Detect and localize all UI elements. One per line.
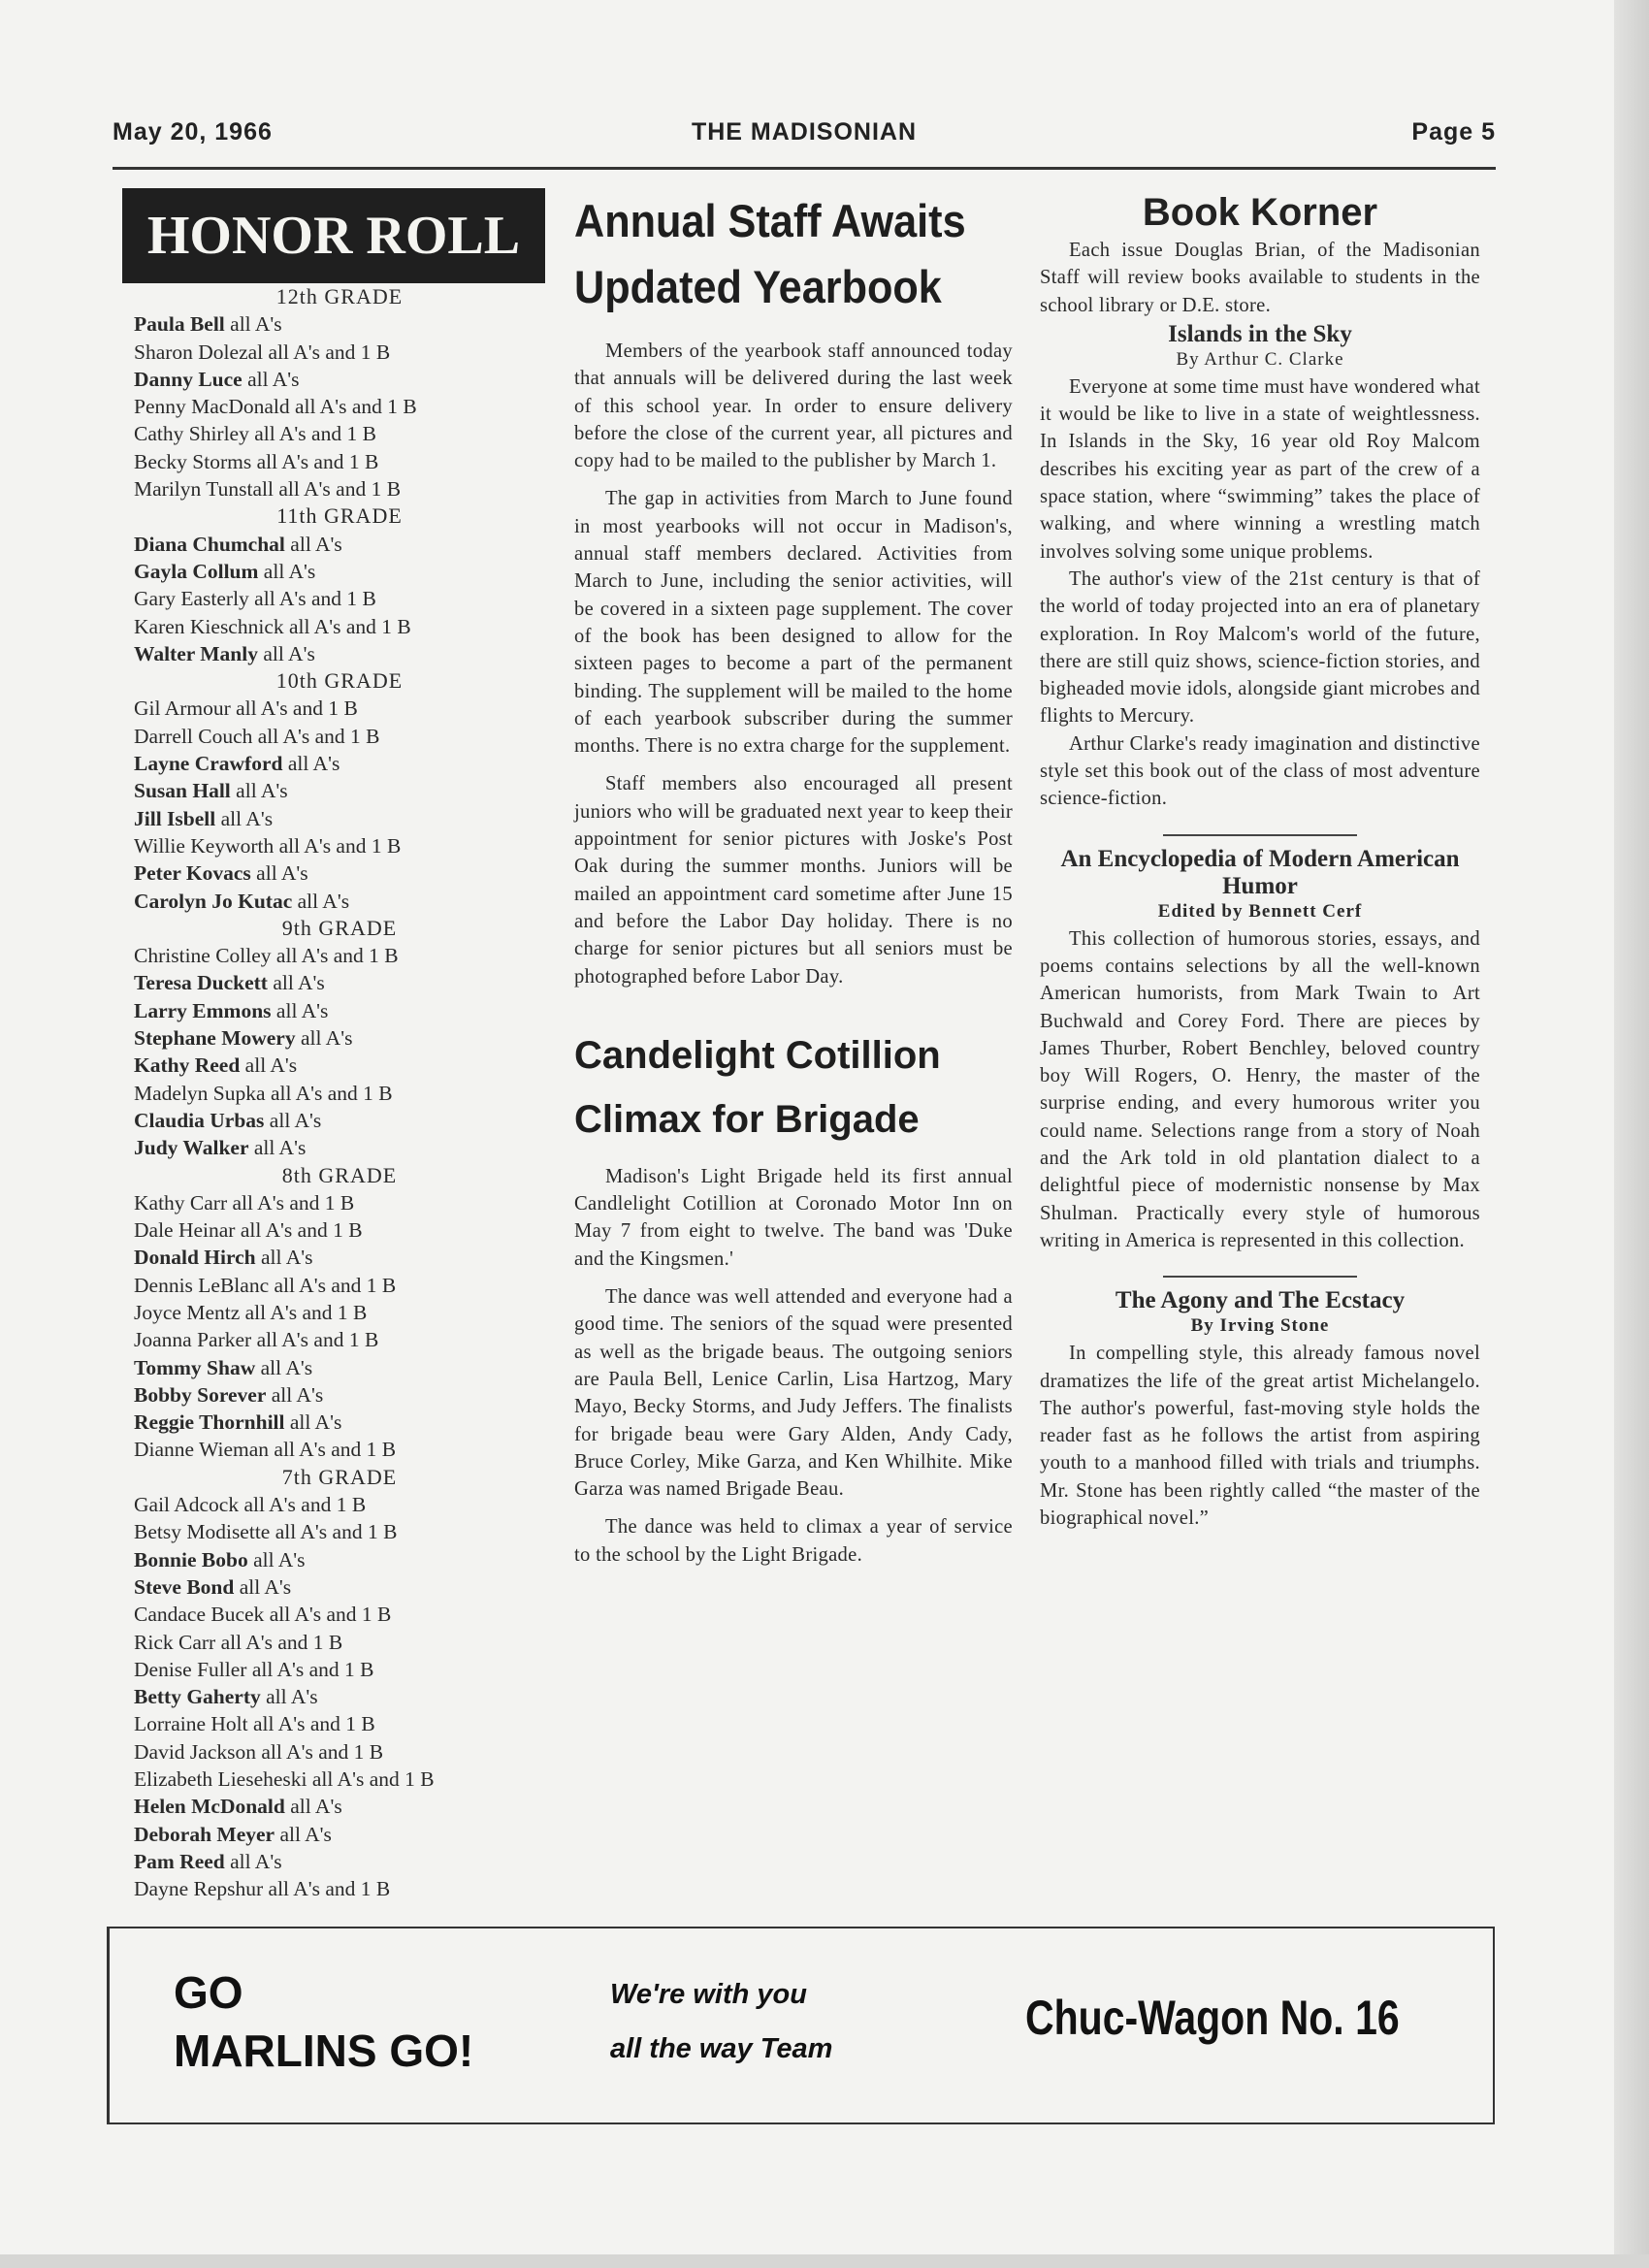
student-name: Dale Heinar — [134, 1218, 236, 1243]
book-author: By Irving Stone — [1190, 1315, 1330, 1337]
student-name: Gil Armour — [134, 697, 231, 721]
page-header — [113, 118, 1496, 153]
header-rule — [113, 167, 1496, 170]
list-item — [122, 1409, 545, 1436]
cotillion-paragraph: Madison's Light Brigade held its first annual Candlelight Cotillion at Coronado Motor Inn on May 7 from eight to twelve. The band was 'Duke and the Kingsmen.' — [574, 1165, 1013, 1270]
student-name: Kathy Carr — [134, 1190, 228, 1215]
student-grades: all A's — [287, 752, 340, 776]
list-item — [122, 888, 545, 915]
yearbook-paragraph: Members of the yearbook staff announced today that annuals will be delivered during the last week of this school year. In order to ensure delivery before the close of the current year, all pictures and copy had to be mailed to the publisher by March 1. — [574, 340, 1013, 472]
ad-sponsor — [1025, 1987, 1481, 2049]
student-name: Cathy Shirley — [134, 422, 249, 446]
list-item — [122, 1381, 545, 1409]
student-name: Gayla Collum — [134, 559, 259, 583]
student-grades: all A's and 1 B — [274, 1273, 397, 1297]
student-grades: all A's — [261, 1246, 313, 1270]
student-grades: all A's — [297, 889, 350, 913]
student-grades: all A's and 1 B — [311, 1767, 435, 1792]
list-item — [122, 1326, 545, 1353]
paper-edge — [1614, 0, 1649, 2268]
student-grades: all A's and 1 B — [253, 1712, 375, 1736]
student-name: Dayne Repshur — [134, 1877, 264, 1901]
yearbook-article — [574, 188, 1013, 990]
cotillion-headline-1: Candelight Cotillion — [574, 1033, 941, 1077]
student-grades: all A's — [273, 971, 325, 995]
list-item — [122, 997, 545, 1024]
review-paragraph: In compelling style, this already famous novel dramatizes the life of the great artist Michelangelo. The author's powerful, fast-moving style holds the reader fast as he follows the artist from aspiring youth to a manhood filled with trials and triumphs. Mr. Stone has been rightly called “the master of the biographical novel.” — [1040, 1343, 1480, 1529]
student-name: Judy Walker — [134, 1136, 249, 1160]
list-item — [122, 1848, 545, 1875]
student-grades: all A's and 1 B — [295, 395, 417, 419]
list-item — [122, 1656, 545, 1683]
student-grades: all A's — [279, 1822, 332, 1846]
list-item — [122, 942, 545, 969]
cotillion-paragraph: The dance was held to climax a year of service to the school by the Light Brigade. — [574, 1516, 1013, 1566]
book-title: The Agony and The Ecstacy — [1115, 1287, 1406, 1314]
ad-slogan — [174, 1963, 473, 2080]
book-review-agony — [1040, 1287, 1480, 1532]
student-grades: all A's — [300, 1026, 353, 1051]
student-name: Pam Reed — [134, 1849, 225, 1873]
grade-heading: 10th GRADE — [275, 668, 404, 694]
list-item — [122, 1793, 545, 1820]
list-item — [122, 1821, 545, 1848]
student-name: Carolyn Jo Kutac — [134, 889, 293, 913]
student-name: Penny MacDonald — [134, 395, 290, 419]
honor-roll-title: HONOR ROLL — [122, 188, 545, 283]
student-grades: all A's and 1 B — [256, 449, 379, 473]
student-grades: all A's — [239, 1574, 292, 1599]
list-item — [122, 1216, 545, 1244]
list-item — [122, 1052, 545, 1079]
cotillion-headline-2: Climax for Brigade — [574, 1097, 920, 1141]
list-item — [122, 1189, 545, 1216]
student-grades: all A's — [289, 1410, 342, 1435]
student-grades: all A's and 1 B — [244, 1300, 368, 1324]
grade-heading: 7th GRADE — [281, 1464, 398, 1489]
student-grades: all A's and 1 B — [268, 1877, 391, 1901]
book-title: An Encyclopedia of Modern American Humor — [1060, 845, 1460, 899]
student-grades: all A's — [263, 641, 315, 665]
list-item — [122, 859, 545, 887]
student-name: Gail Adcock — [134, 1493, 240, 1517]
book-title: Islands in the Sky — [1168, 320, 1352, 347]
list-item — [122, 1436, 545, 1463]
book-review-encyclopedia — [1040, 846, 1480, 1255]
student-name: Gary Easterly — [134, 587, 249, 611]
list-item — [122, 339, 545, 366]
student-name: Deborah Meyer — [134, 1822, 275, 1846]
paper-bottom-edge — [0, 2254, 1649, 2268]
list-item — [122, 777, 545, 804]
ad-message-line-2: all the way Team — [610, 2033, 833, 2064]
student-grades: all A's and 1 B — [254, 422, 376, 446]
yearbook-body — [574, 338, 1013, 990]
list-item — [122, 366, 545, 393]
student-grades: all A's and 1 B — [268, 340, 391, 364]
articles-column — [574, 188, 1013, 1579]
student-grades: all A's and 1 B — [278, 477, 402, 502]
grade-heading: 8th GRADE — [281, 1162, 398, 1187]
student-name: Bonnie Bobo — [134, 1547, 248, 1571]
ad-message — [610, 1967, 832, 2076]
student-name: Susan Hall — [134, 779, 231, 803]
section-divider — [1163, 1276, 1357, 1278]
student-grades: all A's and 1 B — [236, 697, 358, 721]
student-name: Jill Isbell — [134, 806, 216, 830]
student-grades: all A's and 1 B — [261, 1739, 384, 1764]
list-item — [122, 613, 545, 640]
student-name: Larry Emmons — [134, 998, 272, 1022]
list-item — [122, 1710, 545, 1737]
cotillion-article — [574, 1023, 1013, 1569]
student-grades: all A's and 1 B — [257, 724, 380, 748]
student-name: Tommy Shaw — [134, 1355, 256, 1379]
student-name: Dennis LeBlanc — [134, 1273, 270, 1297]
student-name: Peter Kovacs — [134, 861, 251, 886]
list-item — [122, 640, 545, 667]
list-item — [122, 750, 545, 777]
list-item — [122, 1766, 545, 1793]
list-item — [122, 1272, 545, 1299]
list-item — [122, 1491, 545, 1518]
student-grades: all A's and 1 B — [254, 587, 376, 611]
grade-heading: 12th GRADE — [275, 284, 404, 308]
student-grades: all A's — [230, 1849, 282, 1873]
student-grades: all A's and 1 B — [256, 1328, 379, 1352]
review-paragraph: This collection of humorous stories, essays, and poems contains selections by all the well-known American humorists, from Mark Twain to Art Buchwald and Corey Ford. There are pieces by James Thurber, Robert Benchley, beloved country boy Will Rogers, O. Henry, the master of the surprise ending, and every humorous writer you could name. Selections range from a story of Noah and the Ark told in old plantation dialect to a delightful piece of modernistic nonsense by Max Shulman. Practically every style of humorous writing in America is represented in this collection. — [1040, 927, 1480, 1251]
student-grades: all A's — [269, 1108, 322, 1132]
review-paragraph: The author's view of the 21st century is that of the world of today projected into an era of planetary exploration. In Roy Malcom's world of the future, there are still quiz shows, science-fiction stories, and bigheaded movie idols, alongside giant microbes and flights to Mercury. — [1040, 567, 1480, 728]
book-review-islands — [1040, 321, 1480, 813]
honor-roll-list — [122, 283, 545, 1903]
student-grades: all A's — [247, 367, 300, 391]
list-item — [122, 585, 545, 612]
list-item — [122, 1875, 545, 1902]
list-item — [122, 805, 545, 832]
student-grades: all A's and 1 B — [289, 614, 411, 638]
student-name: Reggie Thornhill — [134, 1410, 285, 1435]
student-grades: all A's and 1 B — [275, 944, 399, 968]
list-item — [122, 723, 545, 750]
student-grades: all A's — [275, 998, 329, 1022]
student-name: Denise Fuller — [134, 1657, 247, 1681]
student-grades: all A's — [244, 1053, 298, 1078]
student-name: Lorraine Holt — [134, 1712, 248, 1736]
student-grades: all A's — [230, 312, 282, 337]
student-name: Danny Luce — [134, 367, 242, 391]
grade-heading: 9th GRADE — [281, 915, 398, 940]
list-item — [122, 1354, 545, 1381]
list-item — [122, 531, 545, 558]
student-name: Layne Crawford — [134, 752, 283, 776]
student-name: Joyce Mentz — [134, 1300, 241, 1324]
book-author: By Arthur C. Clarke — [1176, 348, 1344, 370]
student-grades: all A's and 1 B — [275, 1520, 398, 1544]
book-korner-title: Book Korner — [1142, 191, 1378, 234]
list-item — [122, 695, 545, 722]
list-item — [122, 393, 545, 420]
student-grades: all A's — [253, 1136, 307, 1160]
page-number: Page 5 — [1411, 118, 1496, 146]
student-name: Steve Bond — [134, 1574, 235, 1599]
book-author: Edited by Bennett Cerf — [1157, 900, 1363, 922]
student-name: Betsy Modisette — [134, 1520, 271, 1544]
student-grades: all A's — [236, 779, 288, 803]
student-grades: all A's — [256, 861, 308, 886]
student-grades: all A's — [266, 1685, 318, 1709]
book-korner-column — [1040, 188, 1480, 1532]
cotillion-paragraph: The dance was well attended and everyone had a good time. The seniors of the squad were presented as well as the brigade beaus. The outgoing seniors are Paula Bell, Lenice Carlin, Lisa Hartzog, Mary Mayo, Becky Storms, and Judy Jeffers. The finalists for brigade beau were Gary Alden, Andy Cady, Bruce Corley, Mike Garza, and Ken Whilhite. Mike Garza was named Brigade Beau. — [574, 1286, 1013, 1501]
list-item — [122, 448, 545, 475]
list-item — [122, 558, 545, 585]
student-grades: all A's — [271, 1382, 324, 1407]
yearbook-paragraph: The gap in activities from March to June found in most yearbooks will not occur in Madison's, annual staff members declared. Activities from March to June, including the senior activities, will be covered in a sixteen page supplement. The cover of the book has been designed to allow for the sixteen pages to become a part of the permanent binding. The supplement will be mailed to the home of each yearbook subscriber during the summer months. There is no extra charge for the supplement. — [574, 488, 1013, 758]
list-item — [122, 1024, 545, 1052]
book-korner-intro: Each issue Douglas Brian, of the Madisonian Staff will review books available to students in the school library or D.E. store. — [1040, 240, 1480, 316]
yearbook-headline-1: Annual Staff Awaits — [574, 195, 966, 246]
student-name: Walter Manly — [134, 641, 258, 665]
ad-sponsor-name: Chuc-Wagon No. 16 — [1025, 1991, 1400, 2045]
list-item — [122, 475, 545, 502]
list-item — [122, 1299, 545, 1326]
list-item — [122, 310, 545, 338]
review-paragraph: Arthur Clarke's ready imagination and distinctive style set this book out of the class of most adventure science-fiction. — [1040, 732, 1480, 810]
student-grades: all A's and 1 B — [269, 1603, 392, 1627]
student-name: Dianne Wieman — [134, 1438, 270, 1462]
list-item — [122, 969, 545, 996]
list-item — [122, 1573, 545, 1601]
list-item — [122, 1518, 545, 1545]
student-name: Madelyn Supka — [134, 1081, 266, 1105]
ad-slogan-line-1: GO — [174, 1967, 243, 2018]
student-name: Candace Bucek — [134, 1603, 265, 1627]
student-name: Rick Carr — [134, 1630, 216, 1654]
cotillion-body — [574, 1163, 1013, 1569]
student-grades: all A's — [220, 806, 274, 830]
yearbook-paragraph: Staff members also encouraged all present juniors who will be graduated next year to keep their appointment for senior pictures with Joske's Post Oak during the summer months. Juniors will be mailed an appointment card sometime after June 15 and before the Labor Day holiday. There is no charge for senior pictures but all seniors must be photographed before Labor Day. — [574, 773, 1013, 988]
student-name: Elizabeth Lieseheski — [134, 1767, 307, 1792]
student-name: Helen McDonald — [134, 1795, 285, 1819]
advertisement-box — [107, 1927, 1495, 2124]
student-name: Willie Keyworth — [134, 833, 275, 858]
list-item — [122, 1244, 545, 1271]
student-name: Darrell Couch — [134, 724, 253, 748]
student-grades: all A's — [290, 532, 342, 556]
list-item — [122, 1629, 545, 1656]
ad-slogan-line-2: MARLINS GO! — [174, 2025, 474, 2076]
student-name: Donald Hirch — [134, 1246, 256, 1270]
student-grades: all A's and 1 B — [270, 1081, 393, 1105]
list-item — [122, 1738, 545, 1766]
student-grades: all A's and 1 B — [278, 833, 402, 858]
student-name: Joanna Parker — [134, 1328, 252, 1352]
student-name: Betty Gaherty — [134, 1685, 261, 1709]
student-name: Karen Kieschnick — [134, 614, 284, 638]
student-name: Sharon Dolezal — [134, 340, 264, 364]
student-grades: all A's — [253, 1547, 306, 1571]
list-item — [122, 1080, 545, 1107]
list-item — [122, 1107, 545, 1134]
student-name: Kathy Reed — [134, 1053, 241, 1078]
student-grades: all A's and 1 B — [220, 1630, 343, 1654]
issue-date: May 20, 1966 — [113, 118, 273, 146]
student-grades: all A's and 1 B — [251, 1657, 374, 1681]
list-item — [122, 1546, 545, 1573]
student-name: David Jackson — [134, 1739, 256, 1764]
student-name: Becky Storms — [134, 449, 252, 473]
honor-roll-column — [122, 188, 545, 1903]
yearbook-headline-2: Updated Yearbook — [574, 261, 942, 312]
list-item — [122, 1134, 545, 1161]
section-divider — [1163, 834, 1357, 836]
student-grades: all A's and 1 B — [232, 1190, 355, 1215]
student-grades: all A's — [263, 559, 316, 583]
student-grades: all A's — [290, 1795, 342, 1819]
list-item — [122, 1683, 545, 1710]
newspaper-name: THE MADISONIAN — [691, 118, 918, 146]
student-grades: all A's and 1 B — [274, 1438, 397, 1462]
review-paragraph: Everyone at some time must have wondered what it would be like to live in a state of weightlessness. In Islands in the Sky, 16 year old Roy Malcom describes his exciting year as part of the crew of a space station, where “swimming” takes the place of walking, and where winning a wrestling match involves solving some unique problems. — [1040, 375, 1480, 563]
ad-message-line-1: We're with you — [610, 1979, 807, 2010]
student-grades: all A's and 1 B — [243, 1493, 367, 1517]
list-item — [122, 1601, 545, 1628]
student-grades: all A's and 1 B — [240, 1218, 363, 1243]
list-item — [122, 420, 545, 447]
student-name: Christine Colley — [134, 944, 272, 968]
student-name: Diana Chumchal — [134, 532, 285, 556]
list-item — [122, 832, 545, 859]
grade-heading: 11th GRADE — [276, 503, 403, 529]
student-name: Teresa Duckett — [134, 971, 268, 995]
student-name: Claudia Urbas — [134, 1108, 265, 1132]
student-grades: all A's — [260, 1355, 313, 1379]
student-name: Marilyn Tunstall — [134, 477, 274, 502]
student-name: Paula Bell — [134, 312, 225, 337]
student-name: Bobby Sorever — [134, 1382, 267, 1407]
student-name: Stephane Mowery — [134, 1026, 296, 1051]
